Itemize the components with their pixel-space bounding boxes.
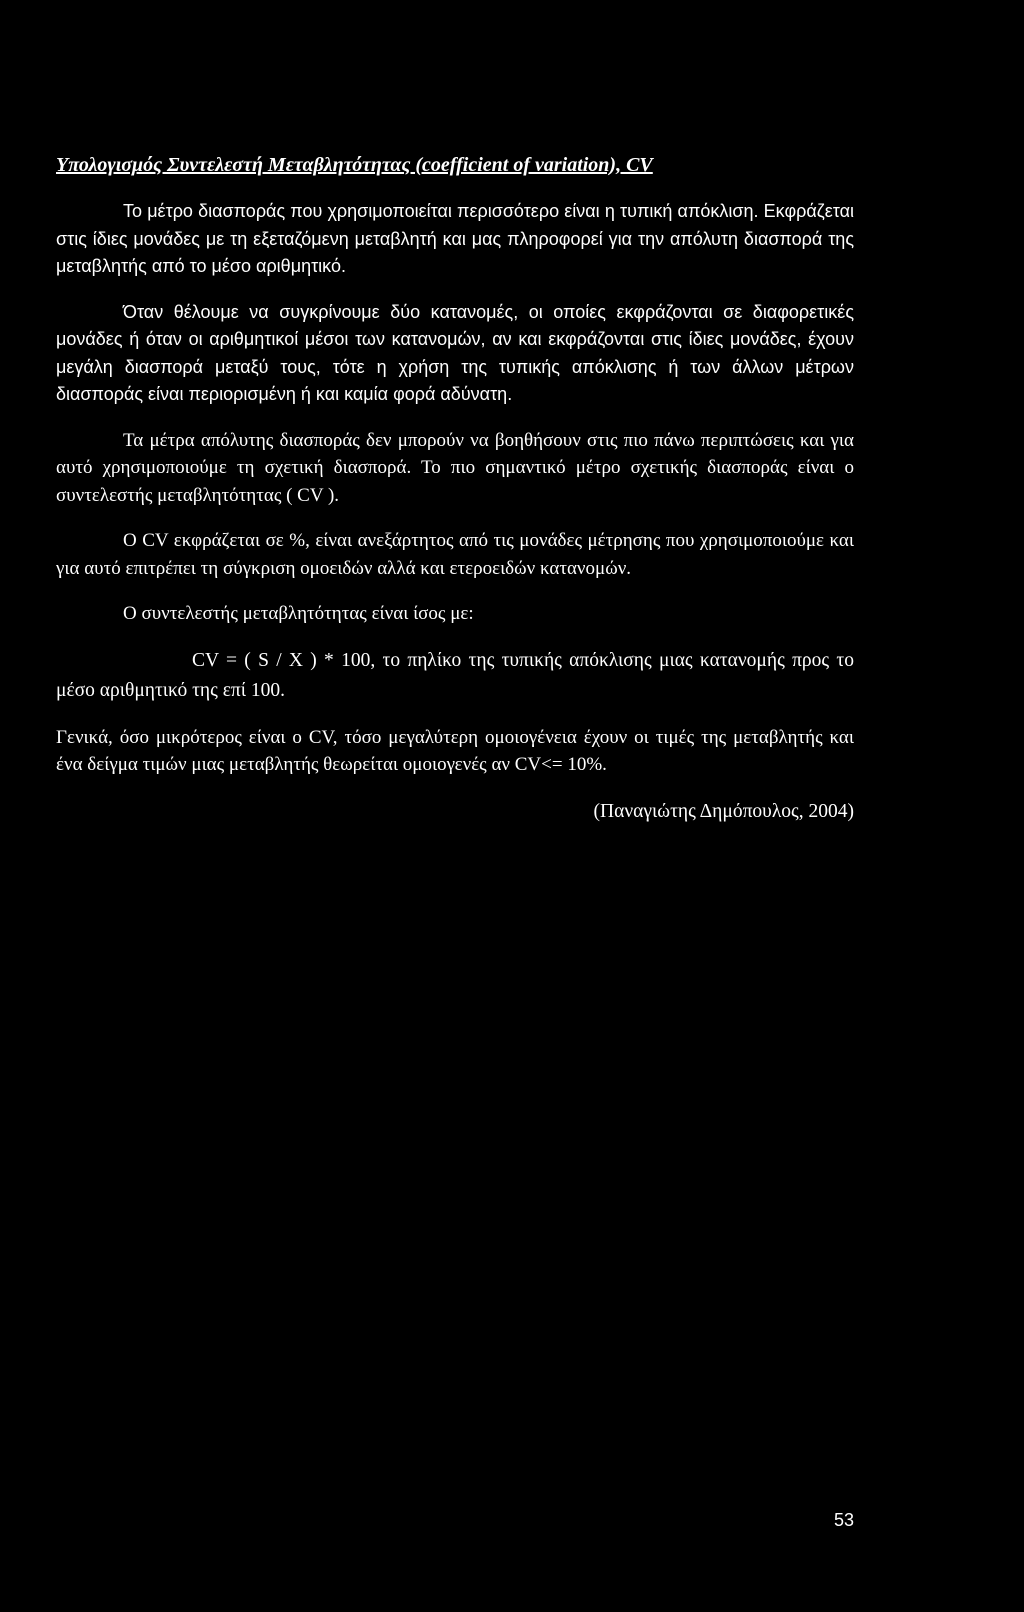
citation: (Παναγιώτης Δημόπουλος, 2004) [593, 800, 854, 822]
document-page [56, 150, 854, 827]
section-heading: Υπολογισμός Συντελεστή Μεταβλητότητας (coefficient of variation), CV [56, 154, 653, 176]
paragraph-standard-deviation: Το μέτρο διασποράς που χρησιμοποιείται περισσότερο είναι η τυπική απόκλιση. Εκφράζεται στις ίδιες μονάδες με τη εξεταζόμενη μεταβλητή και μας πληροφορεί για την απόλυτη διασπορά της μεταβλητής από το μέσο αριθμητικό. [56, 201, 854, 276]
paragraph-conclusion: Γενικά, όσο μικρότερος είναι ο CV, τόσο μεγαλύτερη ομοιογένεια έχουν οι τιμές της μεταβλητής και ένα δείγμα τιμών μιας μεταβλητής θεωρείται ομοιογενές αν CV<= 10%. [56, 726, 854, 775]
paragraph-relative-dispersion: Τα μέτρα απόλυτης διασποράς δεν μπορούν να βοηθήσουν στις πιο πάνω περιπτώσεις και για αυτό χρησιμοποιούμε τη σχετική διασπορά. Το πιο σημαντικό μέτρο σχετικής διασποράς είναι ο συντελεστής μεταβλητότητας ( CV ). [56, 429, 854, 506]
paragraph-comparison: Όταν θέλουμε να συγκρίνουμε δύο κατανομές, οι οποίες εκφράζονται σε διαφορετικές μονάδες ή όταν οι αριθμητικοί μέσοι των κατανομών, αν και εκφράζονται στις ίδιες μονάδες, έχουν μεγάλη διασπορά μεταξύ τους, τότε η χρήση της τυπικής απόκλισης ή των άλλων μέτρων διασποράς είναι περιορισμένη ή και καμία φορά αδύνατη. [56, 301, 854, 404]
paragraph-cv-definition-intro: Ο συντελεστής μεταβλητότητας είναι ίσος με: [123, 603, 474, 624]
cv-formula: CV = ( S / X ) * 100, το πηλίκο της τυπικής απόκλισης μιας κατανομής προς το μέσο αριθμητικό της επί 100. [56, 649, 854, 701]
paragraph-cv-percent: Ο CV εκφράζεται σε %, είναι ανεξάρτητος από τις μονάδες μέτρησης που χρησιμοποιούμε και για αυτό επιτρέπει τη σύγκριση ομοειδών αλλά και ετεροειδών κατανομών. [56, 530, 854, 579]
page-number: 53 [833, 1510, 854, 1530]
